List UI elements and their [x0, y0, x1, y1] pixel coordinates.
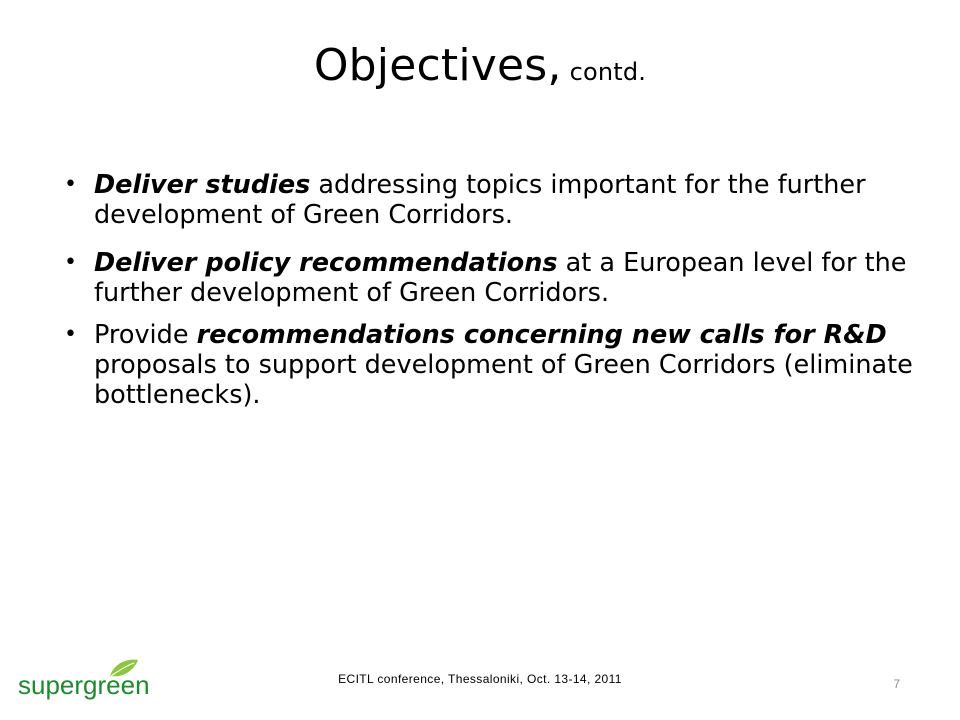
bullet-dot: •	[64, 250, 77, 275]
bullet-text: addressing topics important for the further development of Green Corridors.	[94, 170, 866, 230]
title-main: Objectives,	[313, 40, 562, 91]
emphasized-text: recommendations concerning new calls for R&D	[196, 320, 887, 350]
bullet-item	[64, 248, 924, 308]
emphasized-text: Deliver studies	[94, 170, 311, 200]
bullet-text: proposals to support development of Green Corridors (eliminate bottlenecks).	[94, 350, 913, 410]
logo-wordmark: supergreen	[18, 670, 150, 700]
slide-title	[0, 36, 960, 102]
bullet-dot: •	[64, 172, 77, 197]
bullet-text: Provide	[94, 320, 197, 350]
bullet-item	[64, 170, 924, 230]
title-suffix: contd.	[569, 58, 647, 86]
bullet-item	[64, 320, 924, 410]
footer-text: ECITL conference, Thessaloniki, Oct. 13-14, 2011	[338, 672, 622, 686]
bullet-text: at a European level for the further development of Green Corridors.	[94, 248, 907, 308]
bullet-list	[64, 170, 924, 428]
emphasized-text: Deliver policy recommendations	[94, 248, 558, 278]
bullet-dot: •	[64, 322, 77, 347]
page-number: 7	[893, 677, 900, 691]
